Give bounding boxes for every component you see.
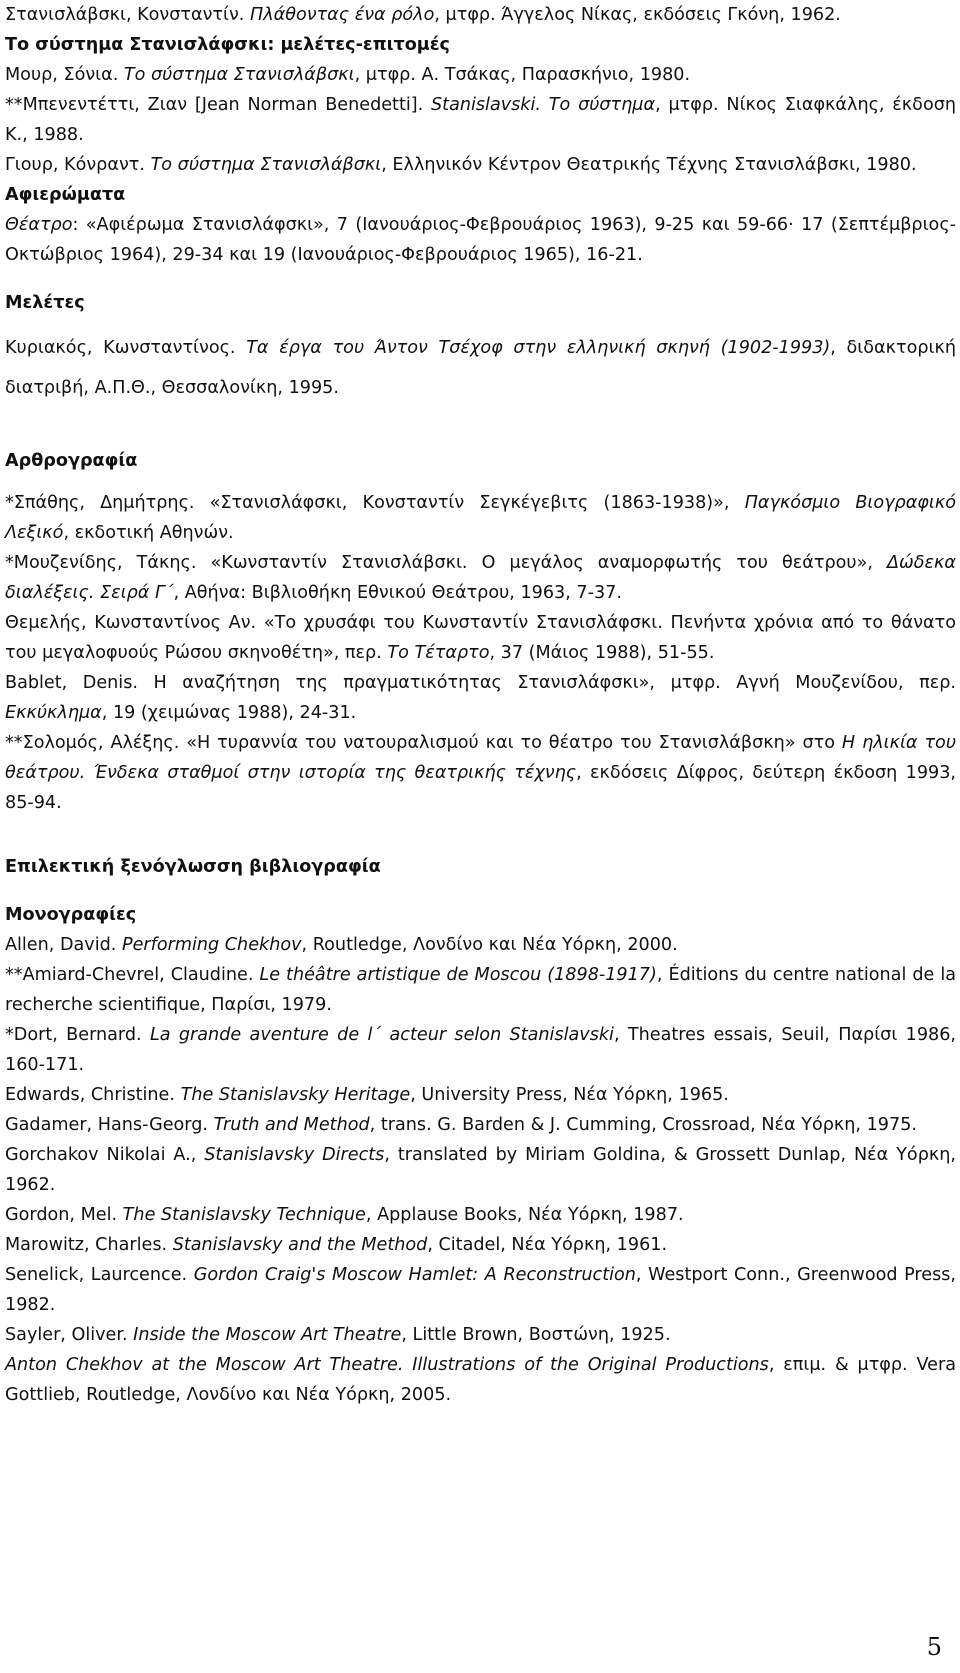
entry-title-italic: Inside the Moscow Art Theatre [133, 1325, 402, 1345]
entry-title-italic: Performing Chekhov [121, 935, 302, 955]
entry-text: Bablet, Denis. Η αναζήτηση της πραγματικότητας Στανισλάφσκι», μτφρ. Αγνή Μουζενίδου, περ. [5, 673, 956, 693]
entry-text: Allen, David. [5, 935, 122, 955]
bib-entry-theatro-afieroma [5, 210, 956, 270]
bib-entry-kyriakos [5, 328, 956, 408]
entry-title-italic: Stanislavsky Directs [204, 1145, 385, 1165]
bib-entry-allen [5, 930, 956, 960]
entry-text: , Little Brown, Βοστώνη, 1925. [401, 1325, 671, 1345]
entry-text: , μτφρ. Νίκος Σιαφκάλης, έκδοση Κ., 1988. [5, 95, 957, 145]
entry-text: Στανισλάβσκι, Κονσταντίν. [5, 5, 250, 25]
page-number: 5 [926, 1633, 942, 1661]
entry-title-italic: Δώδεκα διαλέξεις. Σειρά Γ΄ [5, 553, 956, 603]
entry-text: Gadamer, Hans-Georg. [5, 1115, 214, 1135]
entry-text: **Amiard-Chevrel, Claudine. [5, 965, 260, 985]
heading-systima: Το σύστημα Στανισλάφσκι: μελέτες-επιτομές [5, 35, 450, 55]
entry-text: **Μπενεντέττι, Ζιαν [Jean Norman Benedetti]. [5, 95, 431, 115]
entry-text: Sayler, Oliver. [5, 1325, 134, 1345]
bib-entry-edwards [5, 1080, 956, 1110]
entry-text: , University Press, Νέα Υόρκη, 1965. [410, 1085, 729, 1105]
entry-text: , Applause Books, Νέα Υόρκη, 1987. [365, 1205, 684, 1225]
entry-text: , Ελληνικόν Κέντρον Θεατρικής Τέχνης Στανισλάβσκι, 1980. [381, 155, 917, 175]
entry-title-italic: Το σύστημα Στανισλάβσκι [150, 155, 382, 175]
entry-title-italic: Το Τέταρτο [387, 643, 490, 663]
entry-title-italic: Παγκόσμιο Βιογραφικό Λεξικό [5, 493, 956, 543]
entry-text: , Westport Conn., Greenwood Press, 1982. [5, 1265, 957, 1315]
monografies-entries [5, 930, 956, 1410]
entry-text: : «Αφιέρωμα Στανισλάφσκι», 7 (Ιανουάριος-Φεβρουάριος 1963), 9-25 και 59-66· 17 (Σεπτέμβριος-Οκτώβριος 1964), 29-34 και 19 (Ιανουάριος-Φεβρουάριος 1965), 16-21. [5, 215, 956, 265]
entry-text: , translated by Miriam Goldina, & Grossett Dunlap, Νέα Υόρκη, 1962. [5, 1145, 956, 1195]
bib-entry-chekhov-mat [5, 1350, 956, 1410]
bib-entry-themelis [5, 608, 956, 668]
entry-title-italic: La grande aventure de l΄ acteur selon Stanislavski [149, 1025, 614, 1045]
bib-entry-mouzenidis [5, 548, 956, 608]
entry-title-italic: Anton Chekhov at the Moscow Art Theatre. Illustrations of the Original Productions [5, 1355, 769, 1375]
heading-monografies: Μονογραφίες [5, 905, 137, 925]
spacer [5, 882, 956, 900]
bib-entry-spathis [5, 488, 956, 548]
entry-text: Κυριακός, Κωνσταντίνος. [5, 338, 247, 358]
bib-entry-marowitz [5, 1230, 956, 1260]
entry-text: Γιουρ, Κόνραντ. [5, 155, 151, 175]
entry-title-italic: Stanislavsky and the Method [172, 1235, 428, 1255]
entry-text: , Éditions du centre national de la recherche scientifique, Παρίσι, 1979. [5, 965, 956, 1015]
entry-text: , εκδόσεις Δίφρος, δεύτερη έκδοση 1993, 85-94. [5, 763, 956, 813]
arthrografia-entries [5, 488, 956, 818]
bib-entry-amiard-chevrel [5, 960, 956, 1020]
bib-entry-solomos [5, 728, 956, 818]
entry-text: , εκδοτική Αθηνών. [63, 523, 234, 543]
entry-title-italic: The Stanislavsky Technique [122, 1205, 366, 1225]
entry-text: Senelick, Laurcence. [5, 1265, 194, 1285]
heading-arthrografia: Αρθρογραφία [5, 451, 138, 471]
entry-text: , trans. G. Barden & J. Cumming, Crossroad, Νέα Υόρκη, 1975. [369, 1115, 917, 1135]
afieromata-entries [5, 210, 956, 270]
bib-entry-benedetti [5, 90, 956, 150]
spacer [5, 270, 956, 288]
entry-text: Edwards, Christine. [5, 1085, 181, 1105]
entry-text: , επιμ. & μτφρ. Vera Gottlieb, Routledge, Λονδίνο και Νέα Υόρκη, 2005. [5, 1355, 956, 1405]
bib-entry-senelick [5, 1260, 956, 1320]
entry-text: Gorchakov Nikolai A., [5, 1145, 205, 1165]
entry-text: , Citadel, Νέα Υόρκη, 1961. [427, 1235, 668, 1255]
meletes-entries [5, 328, 956, 408]
bib-entry-mour [5, 60, 956, 90]
entry-title-italic: Τα έργα του Άντον Τσέχοφ στην ελληνική σκηνή (1902-1993) [246, 338, 831, 358]
entry-text: *Μουζενίδης, Τάκης. «Κωνσταντίν Στανισλάβσκι. Ο μεγάλος αναμορφωτής του θεάτρου», [5, 553, 887, 573]
entry-title-italic: Stanislavski. Το σύστημα [431, 95, 656, 115]
entry-title-italic: Gordon Craig's Moscow Hamlet: A Reconstruction [193, 1265, 636, 1285]
top-entries [5, 0, 956, 30]
entry-title-italic: Η ηλικία του θεάτρου. Ένδεκα σταθμοί στην ιστορία της θεατρικής τέχνης [5, 733, 957, 783]
spacer [5, 818, 956, 852]
bib-entry-stanislavski-plathontas [5, 0, 956, 30]
entry-text: , 19 (χειμώνας 1988), 24-31. [101, 703, 357, 723]
entry-text: , 37 (Μάιος 1988), 51-55. [489, 643, 715, 663]
bib-entry-sayler [5, 1320, 956, 1350]
entry-title-italic: Truth and Method [213, 1115, 370, 1135]
entry-text: , Αθήνα: Βιβλιοθήκη Εθνικού Θεάτρου, 1963, 7-37. [173, 583, 622, 603]
heading-meletes: Μελέτες [5, 293, 85, 313]
entry-title-italic: Θέατρο [5, 215, 73, 235]
entry-text: Μουρ, Σόνια. [5, 65, 124, 85]
entry-title-italic: Le théâtre artistique de Moscou (1898-1917) [259, 965, 657, 985]
entry-text: , Routledge, Λονδίνο και Νέα Υόρκη, 2000. [301, 935, 678, 955]
bib-entry-bablet [5, 668, 956, 728]
entry-text: *Σπάθης, Δημήτρης. «Στανισλάφσκι, Κονσταντίν Σεγκέγεβιτς (1863-1938)», [5, 493, 745, 513]
heading-afieromata: Αφιερώματα [5, 185, 126, 205]
entry-title-italic: Το σύστημα Στανισλάβσκι [123, 65, 355, 85]
spacer [5, 408, 956, 446]
entry-text: Gordon, Mel. [5, 1205, 123, 1225]
entry-text: , Theatres essais, Seuil, Παρίσι 1986, 160-171. [5, 1025, 956, 1075]
bibliography-content [5, 0, 956, 1410]
entry-text: , διδακτορική διατριβή, Α.Π.Θ., Θεσσαλονίκη, 1995. [5, 338, 956, 398]
systima-entries [5, 60, 956, 180]
bib-entry-giour [5, 150, 956, 180]
entry-text: *Dort, Bernard. [5, 1025, 150, 1045]
entry-text: Marowitz, Charles. [5, 1235, 173, 1255]
entry-text: **Σολομός, Αλέξης. «Η τυραννία του νατουραλισμού και το θέατρο του Στανισλάβσκη» στο [5, 733, 842, 753]
entry-text: , μτφρ. Άγγελος Νίκας, εκδόσεις Γκόνη, 1962. [434, 5, 841, 25]
entry-text: Θεμελής, Κωνσταντίνος Αν. «Το χρυσάφι του Κωνσταντίν Στανισλάφσκι. Πενήντα χρόνια από το θάνατο του μεγαλοφυούς Ρώσου σκηνοθέτη», περ. [5, 613, 956, 663]
bib-entry-gadamer [5, 1110, 956, 1140]
entry-text: , μτφρ. Α. Τσάκας, Παρασκήνιο, 1980. [354, 65, 691, 85]
entry-title-italic: The Stanislavsky Heritage [180, 1085, 411, 1105]
entry-title-italic: Εκκύκλημα [5, 703, 102, 723]
heading-foreign-bibliography: Επιλεκτική ξενόγλωσση βιβλιογραφία [5, 857, 381, 877]
entry-title-italic: Πλάθοντας ένα ρόλο [250, 5, 435, 25]
bib-entry-gordon [5, 1200, 956, 1230]
bib-entry-gorchakov [5, 1140, 956, 1200]
bib-entry-dort [5, 1020, 956, 1080]
